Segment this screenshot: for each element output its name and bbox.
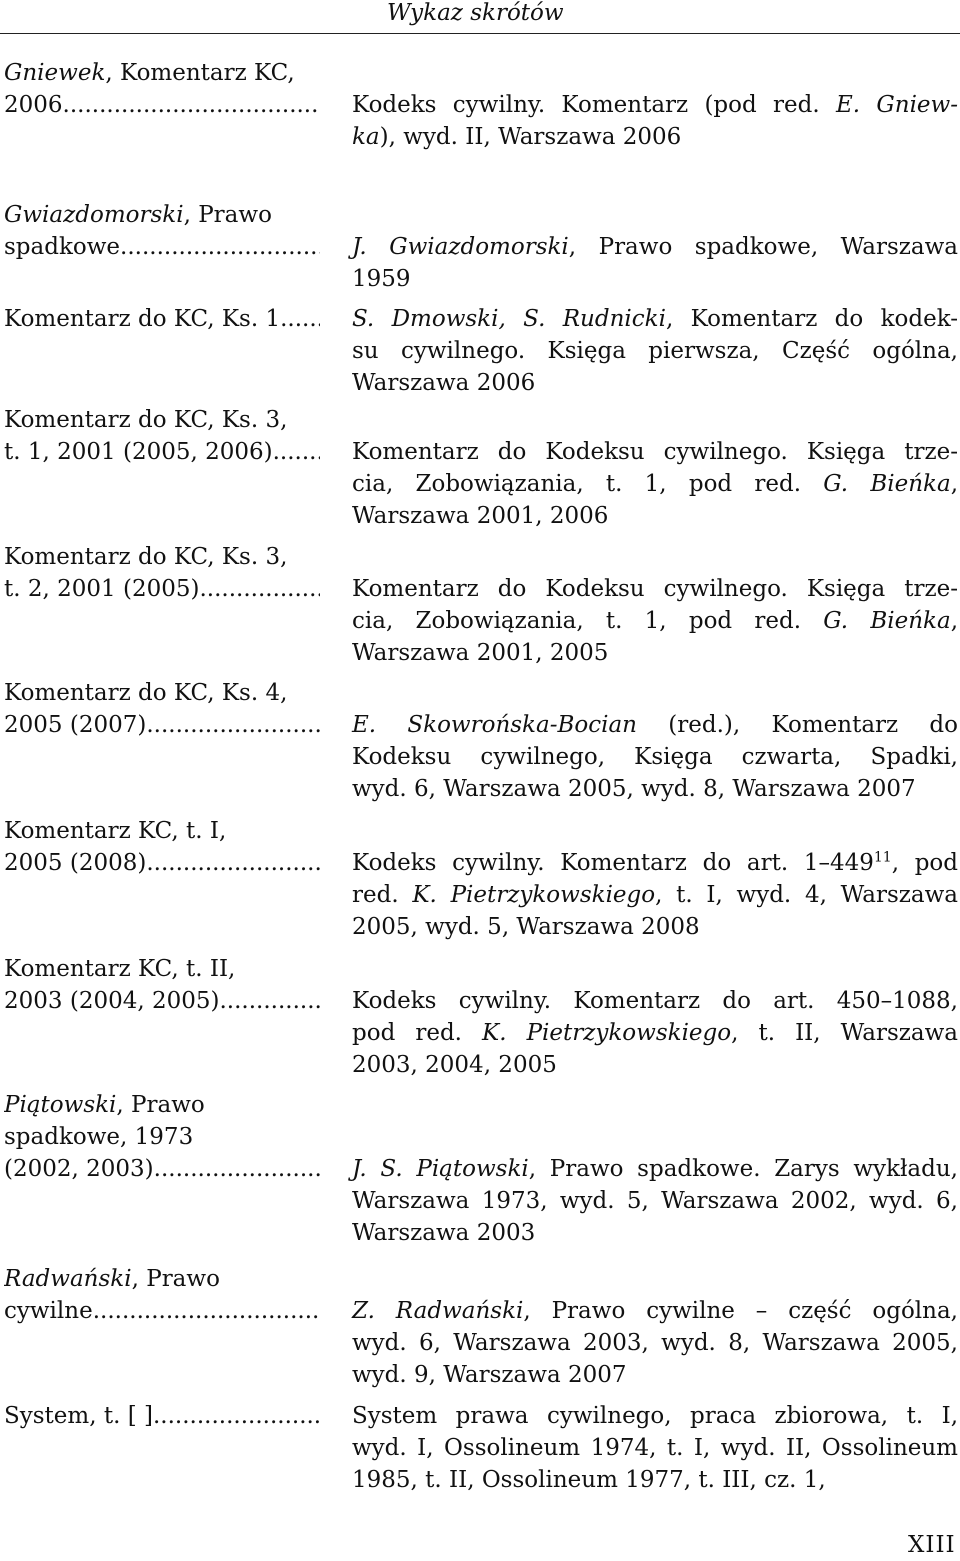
italic-text: G. Bieńka — [823, 608, 951, 634]
definition-line — [352, 1295, 958, 1327]
abbreviation-term — [4, 303, 339, 335]
text-run: cywilne — [4, 1298, 93, 1324]
text-run: 2005 (2007) — [4, 712, 147, 738]
text-run: , Prawo spadkowe, Warszawa — [568, 234, 958, 260]
definition-line — [352, 436, 958, 468]
definition-line — [352, 367, 958, 399]
abbreviation-line-with-leader — [4, 985, 320, 1017]
text-run: Kodeks cywilny. Komentarz (pod red. — [352, 92, 836, 118]
definition-line — [352, 773, 958, 805]
definition-line — [352, 263, 958, 295]
definition-line — [352, 335, 958, 367]
definition-line — [352, 847, 958, 879]
abbreviation-definition — [352, 1400, 958, 1496]
text-run: Komentarz do KC, Ks. 4, — [4, 680, 288, 706]
abbreviation-line — [4, 199, 339, 231]
text-run: 1985, t. II, Ossolineum 1977, t. III, cz. 1, — [352, 1467, 826, 1493]
italic-text: Radwański — [4, 1266, 132, 1292]
abbreviation-line-with-leader — [4, 1295, 320, 1327]
text-run: , t. II, Warszawa — [731, 1020, 958, 1046]
text-run: pod red. — [352, 1020, 483, 1046]
text-run: 2005, wyd. 5, Warszawa 2008 — [352, 914, 700, 940]
text-run: , pod — [891, 850, 958, 876]
text-run: 2003, 2004, 2005 — [352, 1052, 557, 1078]
italic-text: J. Gwiazdomorski — [352, 234, 569, 260]
definition-line — [352, 121, 958, 153]
text-run: 2003 (2004, 2005) — [4, 988, 220, 1014]
abbreviation-definition — [352, 436, 958, 532]
abbreviation-line — [4, 1121, 339, 1153]
abbreviation-definition — [352, 89, 958, 153]
text-run: System, t. [ ] — [4, 1403, 153, 1429]
text-run: cia, Zobowiązania, t. 1, pod red. — [352, 471, 824, 497]
text-run: 1959 — [352, 266, 411, 292]
abbreviation-term — [4, 404, 339, 468]
text-run: Komentarz do KC, Ks. 1 — [4, 306, 281, 332]
italic-text: K. Pietrzykowskiego — [482, 1020, 732, 1046]
definition-line — [352, 605, 958, 637]
definition-line — [352, 89, 958, 121]
abbreviation-line — [4, 677, 339, 709]
definition-line — [352, 1185, 958, 1217]
abbreviation-definition — [352, 231, 958, 295]
text-run: Komentarz do Kodeksu cywilnego. Księga trze- — [352, 576, 958, 602]
text-run: , Komentarz do kodek- — [665, 306, 958, 332]
italic-text: Gwiazdomorski — [4, 202, 184, 228]
abbreviation-definition — [352, 303, 958, 399]
italic-text: Piątowski — [4, 1092, 117, 1118]
abbreviation-line-with-leader — [4, 1153, 320, 1185]
definition-line — [352, 303, 958, 335]
definition-line — [352, 468, 958, 500]
definition-line — [352, 1153, 958, 1185]
text-run: 2006 — [4, 92, 63, 118]
italic-text: E. Gniew- — [835, 92, 959, 118]
text-run: , Komentarz KC, — [105, 60, 295, 86]
abbreviation-term — [4, 541, 339, 605]
text-run: , — [950, 608, 958, 634]
page-number: XIII — [908, 1532, 956, 1558]
abbreviation-line — [4, 541, 339, 573]
italic-text: Z. Radwański — [352, 1298, 524, 1324]
definition-line — [352, 1464, 958, 1496]
text-run: (red.), Komentarz do — [637, 712, 958, 738]
text-run: Komentarz do KC, Ks. 3, — [4, 407, 288, 433]
abbreviation-line-with-leader — [4, 303, 320, 335]
abbreviation-term — [4, 1263, 339, 1327]
text-run: Kodeks cywilny. Komentarz do art. 450–1088, — [352, 988, 958, 1014]
abbreviation-line-with-leader — [4, 89, 320, 121]
abbreviation-definition — [352, 573, 958, 669]
running-head-title: Wykaz skrótów — [387, 0, 564, 26]
text-run: , Prawo — [183, 202, 272, 228]
definition-line — [352, 1359, 958, 1391]
abbreviation-line-with-leader — [4, 436, 320, 468]
text-run: Warszawa 2003 — [352, 1220, 536, 1246]
text-run: , t. I, wyd. 4, Warszawa — [655, 882, 958, 908]
header-rule — [0, 33, 960, 34]
abbreviation-line — [4, 1089, 339, 1121]
definition-line — [352, 911, 958, 943]
definition-line — [352, 1017, 958, 1049]
text-run: , Prawo cywilne – część ogólna, — [523, 1298, 958, 1324]
text-run: Komentarz KC, t. I, — [4, 818, 227, 844]
definition-line — [352, 500, 958, 532]
text-run: t. 1, 2001 (2005, 2006) — [4, 439, 273, 465]
abbreviation-definition — [352, 985, 958, 1081]
definition-line — [352, 879, 958, 911]
abbreviation-term — [4, 199, 339, 263]
text-run: Kodeks cywilny. Komentarz do art. 1–449 — [352, 850, 874, 876]
italic-text: J. S. Piątowski — [352, 1156, 529, 1182]
abbreviation-line — [4, 57, 339, 89]
text-run: ), wyd. II, Warszawa 2006 — [379, 124, 682, 150]
definition-line — [352, 573, 958, 605]
text-run: Warszawa 2006 — [352, 370, 536, 396]
abbreviation-line — [4, 953, 339, 985]
italic-text: S. Dmowski, S. Rudnicki — [352, 306, 666, 332]
abbreviation-line-with-leader — [4, 847, 320, 879]
definition-line — [352, 637, 958, 669]
definition-line — [352, 709, 958, 741]
superscript: 11 — [873, 849, 892, 866]
abbreviation-line — [4, 815, 339, 847]
abbreviation-term — [4, 677, 339, 741]
text-run: , Prawo spadkowe. Zarys wykładu, — [528, 1156, 958, 1182]
text-run: wyd. 6, Warszawa 2005, wyd. 8, Warszawa 2007 — [352, 776, 916, 802]
text-run: , Prawo — [131, 1266, 220, 1292]
definition-line — [352, 1432, 958, 1464]
abbreviation-line-with-leader — [4, 573, 320, 605]
text-run: , — [950, 471, 958, 497]
abbreviation-definition — [352, 847, 958, 943]
definition-line — [352, 1049, 958, 1081]
italic-text: ka — [352, 124, 380, 150]
text-run: spadkowe — [4, 234, 121, 260]
abbreviation-definition — [352, 1153, 958, 1249]
text-run: Komentarz KC, t. II, — [4, 956, 236, 982]
definition-line — [352, 1327, 958, 1359]
text-run: Komentarz do Kodeksu cywilnego. Księga trze- — [352, 439, 958, 465]
definition-line — [352, 231, 958, 263]
text-run: Komentarz do KC, Ks. 3, — [4, 544, 288, 570]
text-run: , Prawo — [116, 1092, 205, 1118]
italic-text: E. Skowrońska-Bocian — [352, 712, 637, 738]
text-run: t. 2, 2001 (2005) — [4, 576, 200, 602]
text-run: Kodeksu cywilnego, Księga czwarta, Spadki, — [352, 744, 958, 770]
page-header — [0, 0, 960, 34]
abbreviation-line-with-leader — [4, 1400, 320, 1432]
definition-line — [352, 1217, 958, 1249]
abbreviation-term — [4, 1400, 339, 1432]
abbreviation-term — [4, 1089, 339, 1185]
text-run: System prawa cywilnego, praca zbiorowa, t. I, — [352, 1403, 958, 1429]
abbreviation-line-with-leader — [4, 231, 320, 263]
abbreviation-term — [4, 57, 339, 121]
abbreviation-line — [4, 1263, 339, 1295]
text-run: su cywilnego. Księga pierwsza, Część ogólna, — [352, 338, 958, 364]
text-run: wyd. I, Ossolineum 1974, t. I, wyd. II, Ossolineum — [352, 1435, 958, 1461]
abbreviation-line — [4, 404, 339, 436]
text-run: (2002, 2003) — [4, 1156, 154, 1182]
text-run: Warszawa 2001, 2006 — [352, 503, 609, 529]
text-run: wyd. 6, Warszawa 2003, wyd. 8, Warszawa 2005, — [352, 1330, 958, 1356]
text-run: 2005 (2008) — [4, 850, 147, 876]
definition-line — [352, 741, 958, 773]
italic-text: Gniewek — [4, 60, 106, 86]
abbreviation-term — [4, 815, 339, 879]
abbreviation-line-with-leader — [4, 709, 320, 741]
text-run: spadkowe, 1973 — [4, 1124, 194, 1150]
definition-line — [352, 1400, 958, 1432]
text-run: Warszawa 2001, 2005 — [352, 640, 609, 666]
italic-text: K. Pietrzykowskiego — [412, 882, 656, 908]
abbreviation-term — [4, 953, 339, 1017]
text-run: wyd. 9, Warszawa 2007 — [352, 1362, 627, 1388]
abbreviation-definition — [352, 1295, 958, 1391]
italic-text: G. Bieńka — [823, 471, 951, 497]
text-run: red. — [352, 882, 413, 908]
definition-line — [352, 985, 958, 1017]
text-run: Warszawa 1973, wyd. 5, Warszawa 2002, wyd. 6, — [352, 1188, 958, 1214]
abbreviation-definition — [352, 709, 958, 805]
text-run: cia, Zobowiązania, t. 1, pod red. — [352, 608, 824, 634]
